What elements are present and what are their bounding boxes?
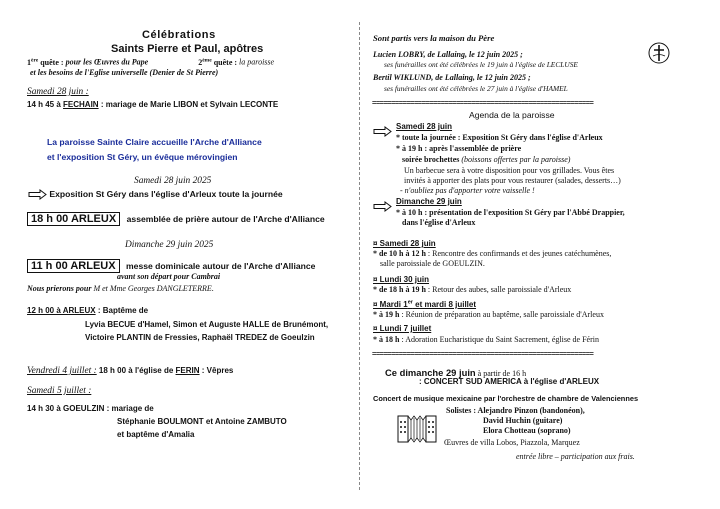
collection-line-1 — [27, 57, 274, 67]
fri4-line — [27, 360, 233, 378]
ag-sun-l1: * à 10 h : présentation de l'exposition St Géry par l'Abbé Drappier, — [396, 208, 625, 217]
sat5-wedding: 14 h 30 à GOEULZIN : mariage de — [27, 404, 154, 413]
deaths-heading: Sont partis vers la maison du Père — [373, 33, 495, 43]
sun29-heading: Dimanche 29 juin 2025 — [125, 240, 214, 250]
works-line: Œuvres de villa Lobos, Piazzola, Marquez — [444, 438, 580, 447]
ev1-l2: salle paroissiale de GOEULZIN. — [380, 259, 485, 268]
ev4-l1 — [373, 335, 599, 344]
sat5-baptism: et baptême d'Amalia — [117, 430, 195, 439]
sat28-text: : mariage de Marie LIBON et Sylvain LECONTE — [98, 100, 279, 109]
ev2-l1a: * de 18 h à 19 h — [373, 285, 426, 294]
ag-sat-l3b: (boissons offertes par la paroisse) — [459, 155, 571, 164]
feast-subtitle: Saints Pierre et Paul, apôtres — [111, 43, 264, 55]
death2-text: ses funérailles ont été célébrées le 27 juin à l'église d'HAMEL — [384, 84, 568, 93]
mass-text: messe dominicale autour de l'Arche d'Alliance — [126, 261, 316, 271]
blue-notice-2: et l'exposition St Géry, un évêque mérovingien — [47, 152, 238, 162]
ag-sat-l3a: soirée brochettes — [402, 155, 460, 164]
expo-line — [28, 189, 283, 200]
fri4-text-b: : Vêpres — [199, 366, 234, 375]
sat28-time: 14 h 45 à — [27, 100, 64, 109]
ag-sat-arrow — [373, 124, 392, 142]
ev2-heading-text: ¤ Lundi 30 juin — [373, 275, 430, 284]
ev1-heading-text: ¤ Samedi 28 juin — [373, 239, 436, 248]
death2-name: Bertil WIKLUND, de Lallaing, le 12 juin 2025 ; — [373, 73, 531, 82]
separator-line-2: ========================================================== — [372, 349, 594, 358]
sat28-heading-2: Samedi 28 juin 2025 — [134, 176, 212, 186]
separator-line-1: ========================================================== — [372, 98, 594, 107]
ag-sun-arrow — [373, 199, 392, 217]
sat28-heading: Samedi 28 juin : — [27, 87, 89, 97]
concert-description: Concert de musique mexicaine par l'orchestre de chambre de Valenciennes — [373, 394, 639, 403]
soloist-2: David Huchin (guitare) — [483, 416, 563, 425]
column-divider — [359, 22, 360, 490]
ag-sat-heading: Samedi 28 juin — [396, 122, 453, 131]
soloist-1: Solistes : Alejandro Pinzon (bandonéon), — [446, 406, 585, 415]
ev4-heading — [373, 324, 431, 333]
bapt-label: : Baptême de — [95, 306, 149, 315]
baptism-names-1: Lyvia BECUE d'Hamel, Simon et Auguste HALLE de Brunémont, — [85, 320, 329, 329]
quete2-text: la paroisse — [239, 57, 275, 67]
death1-text: ses funérailles ont été célébrées le 19 juin à l'église de LECLUSE — [384, 60, 578, 69]
ag-sat-l5: invités à apporter des plats pour vous restaurer (salades, desserts…) — [404, 176, 621, 185]
baptism-line — [27, 306, 148, 315]
ag-sat-l2: * à 19 h : après l'assemblée de prière — [396, 144, 522, 153]
expo-text: Exposition St Géry dans l'église d'Arleux toute la journée — [49, 189, 283, 199]
concert-time: à partir de 16 h — [475, 369, 527, 378]
fri4-text-a: 18 h 00 à l'église de — [96, 366, 176, 375]
prayer-intention — [27, 284, 214, 293]
ev1-l1a: * de 10 h à 12 h — [373, 249, 426, 258]
mass-time-box: 11 h 00 ARLEUX — [27, 259, 120, 273]
ag-sat-l1: * toute la journée : Exposition St Géry dans l'église d'Arleux — [396, 133, 603, 142]
arrow-right-icon — [28, 189, 47, 200]
baptism-names-2: Victoire PLANTIN de Fressies, Raphaël TREDEZ de Goeulzin — [85, 333, 315, 342]
arrow-right-icon — [373, 201, 392, 212]
sat5-names: Stéphanie BOULMONT et Antoine ZAMBUTO — [117, 417, 287, 426]
ev2-heading — [373, 275, 429, 284]
death1-name: Lucien LOBRY, de Lallaing, le 12 juin 2025 ; — [373, 50, 523, 59]
ag-sun-l2: dans l'église d'Arleux — [402, 218, 476, 227]
ev3-l1 — [373, 310, 604, 319]
fri4-place: FERIN — [175, 366, 200, 375]
accordion-icon — [396, 407, 438, 449]
entry-line: entrée libre – participation aux frais. — [516, 452, 635, 461]
sat28-place: FECHAIN — [63, 100, 99, 109]
ag-sat-l3 — [402, 155, 570, 164]
quete1-label: 1ère quête : — [27, 57, 66, 67]
ev1-l1 — [373, 249, 611, 258]
agenda-heading: Agenda de la paroisse — [469, 110, 555, 120]
sat28-wedding — [27, 100, 278, 109]
page-title: Célébrations — [142, 29, 216, 41]
arleux-prayer-line — [27, 209, 325, 227]
ev4-heading-text: ¤ Lundi 7 juillet — [373, 324, 432, 333]
ev3-l1b: : Réunion de préparation au baptême, salle paroissiale d'Arleux — [399, 310, 604, 319]
arrow-right-icon — [373, 126, 392, 137]
ag-sat-l4: Un barbecue sera à votre disposition pour vos grillades. Vous êtes — [404, 166, 615, 175]
quete2-label: 2ème quête : — [198, 57, 240, 67]
blue-notice-1: La paroisse Sainte Claire accueille l'Arche d'Alliance — [47, 137, 262, 147]
bapt-time: 12 h 00 à ARLEUX — [27, 306, 96, 315]
sat5-heading: Samedi 5 juillet : — [27, 386, 92, 396]
ev1-heading — [373, 239, 436, 248]
ev3-heading — [373, 299, 476, 309]
fri4-heading: Vendredi 4 juillet : — [27, 366, 97, 376]
pray-names: M et Mme Georges DANGLETERRE. — [93, 284, 214, 293]
soloist-3: Elora Chotteau (soprano) — [483, 426, 571, 435]
ag-sun-heading: Dimanche 29 juin — [396, 197, 462, 206]
cross-icon — [648, 42, 670, 64]
concert-date: Ce dimanche 29 juin — [385, 367, 476, 378]
concert-title: : CONCERT SUD AMERICA à l'église d'ARLEUX — [419, 377, 600, 386]
ag-sat-l6: - n'oubliez pas d'apporter votre vaisselle ! — [400, 186, 535, 195]
ev2-l1b: : Retour des aubes, salle paroissiale d'Arleux — [425, 285, 572, 294]
pray-prefix: Nous prierons pour — [27, 284, 94, 293]
quete1-text: pour les Œuvres du Pape — [65, 57, 149, 67]
ev4-l1b: : Adoration Eucharistique du Saint Sacrement, église de Férin — [399, 335, 599, 344]
ev2-l1 — [373, 285, 571, 294]
arleux-text: assemblée de prière autour de l'Arche d'Alliance — [126, 214, 325, 224]
mass-note: avant son départ pour Cambrai — [117, 272, 221, 281]
arleux-time-box: 18 h 00 ARLEUX — [27, 212, 120, 226]
ev3-heading-text: ¤ Mardi 1er et mardi 8 juillet — [373, 299, 477, 309]
accordion-illustration — [396, 407, 438, 454]
ev1-l1b: : Rencontre des confirmands et des jeunes catéchumènes, — [425, 249, 612, 258]
collection-line-2: et les besoins de l'Eglise universelle (Denier de St Pierre) — [30, 68, 219, 77]
ev4-l1a: * à 18 h — [373, 335, 400, 344]
ev3-l1a: * à 19 h — [373, 310, 400, 319]
cross-emblem — [648, 42, 670, 69]
